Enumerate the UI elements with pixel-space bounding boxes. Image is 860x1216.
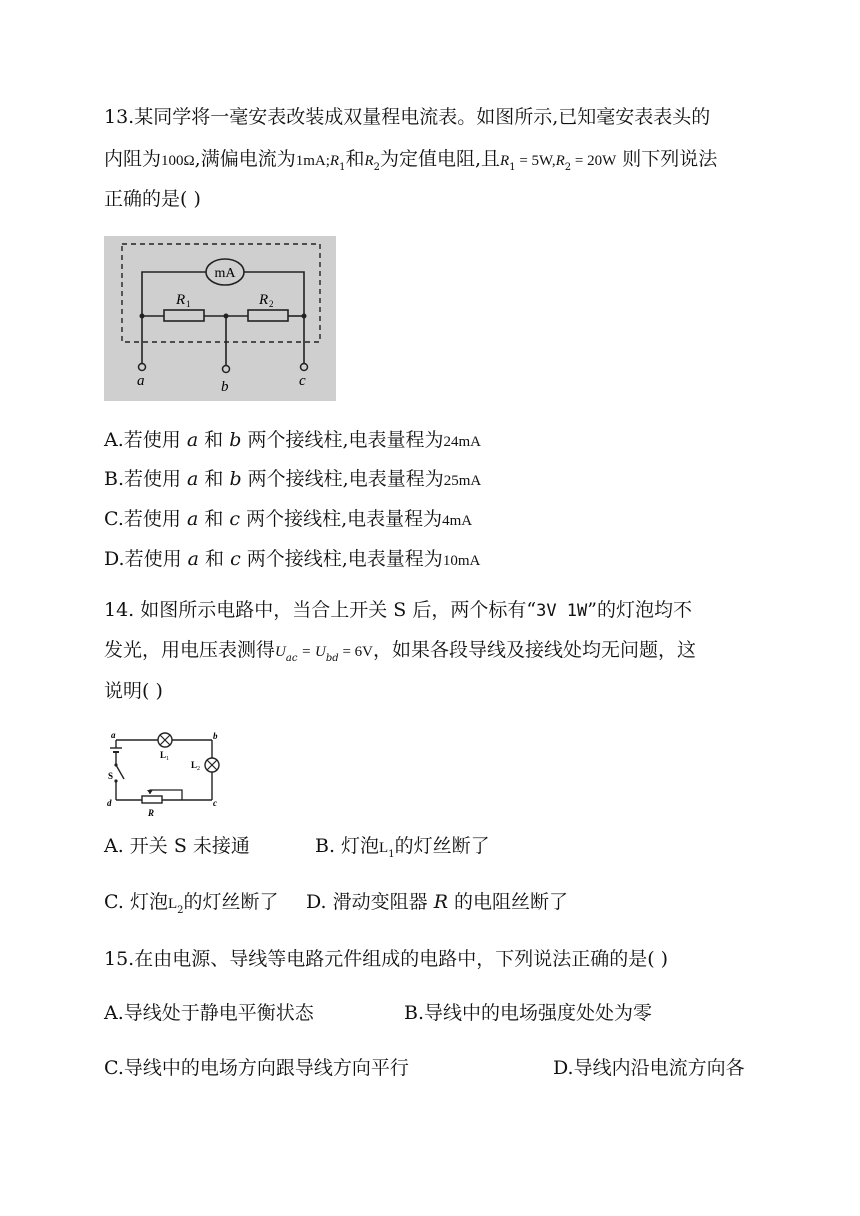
q13-option-b: B.若使用 a 和 b 两个接线柱,电表量程为25mA — [104, 468, 482, 490]
svg-text:S: S — [108, 771, 114, 781]
terminal-a-icon — [139, 364, 146, 371]
svg-text:a: a — [111, 730, 116, 740]
svg-text:R: R — [148, 808, 155, 818]
q14-option-d: D. 滑动变阻器 R 的电阻丝断了 — [306, 891, 569, 913]
switch-s-icon — [114, 763, 124, 782]
q14-line1: 14. 如图所示电路中，当合上开关 S 后，两个标有“3V 1W”的灯泡均不 — [104, 599, 692, 621]
svg-text:L: L — [160, 750, 167, 760]
svg-text:2: 2 — [197, 766, 200, 772]
svg-text:1: 1 — [166, 756, 169, 762]
q13-line1: 13.某同学将一毫安表改装成双量程电流表。如图所示,已知毫安表表头的 — [104, 106, 711, 128]
lamp-l2-icon — [205, 758, 219, 772]
q15-option-a: A.导线处于静电平衡状态 — [104, 1002, 314, 1024]
resistor-r1-icon — [164, 310, 204, 321]
svg-text:d: d — [107, 798, 112, 808]
rheostat-r-icon — [142, 790, 182, 803]
svg-text:L: L — [191, 760, 198, 770]
q14-line2: 发光，用电压表测得$U_{ac} = U_{bd} = 6V$，如果各段导线及接线处均无问题，这 — [104, 639, 697, 664]
svg-text:2: 2 — [269, 299, 274, 309]
svg-text:c: c — [213, 798, 217, 808]
svg-text:mA: mA — [214, 266, 236, 281]
terminal-b-icon — [223, 366, 230, 373]
svg-text:a: a — [137, 373, 145, 389]
internal-resistance: 100Ω — [161, 153, 195, 169]
q15-line1: 15.在由电源、导线等电路元件组成的电路中，下列说法正确的是( ) — [104, 948, 669, 970]
q13-option-d: D.若使用 a 和 c 两个接线柱,电表量程为10mA — [104, 548, 481, 570]
lamp-circuit-figure — [104, 728, 226, 822]
svg-text:R: R — [259, 292, 269, 308]
q13-option-c: C.若使用 a 和 c 两个接线柱,电表量程为4mA — [104, 508, 473, 530]
q15-option-c: C.导线中的电场方向跟导线方向平行 — [104, 1057, 409, 1079]
resistor-r2-icon — [248, 310, 288, 321]
q15-option-d: D.导线内沿电流方向各 — [553, 1057, 745, 1079]
svg-text:b: b — [213, 731, 218, 741]
full-scale-current: 1mA; — [295, 153, 330, 169]
svg-text:b: b — [221, 379, 229, 395]
terminal-c-icon — [301, 364, 308, 371]
q13-line2: 内阻为100Ω,满偏电流为$1mA;R_1$和$R_2$为定值电阻,且$R_1 = 5W,R_2 = 20W$ 则下列说法 — [104, 148, 718, 173]
q13-option-a: A.若使用 a 和 b 两个接线柱,电表量程为24mA — [104, 429, 481, 451]
q14-option-c: C. 灯泡$L_2$的灯丝断了 — [104, 891, 279, 916]
svg-text:R: R — [176, 292, 186, 308]
ammeter-circuit-figure — [104, 236, 336, 401]
q15-option-b: B.导线中的电场强度处处为零 — [404, 1002, 653, 1024]
q14-option-a: A. 开关 S 未接通 — [104, 835, 250, 857]
q14-option-b: B. 灯泡$L_1$的灯丝断了 — [315, 835, 490, 860]
lamp-l1-icon — [158, 733, 172, 747]
battery-icon — [110, 748, 122, 752]
q14-line3: 说明( ) — [104, 680, 163, 702]
q13-line3: 正确的是( ) — [104, 188, 201, 210]
svg-text:1: 1 — [186, 299, 191, 309]
svg-text:c: c — [299, 373, 306, 389]
